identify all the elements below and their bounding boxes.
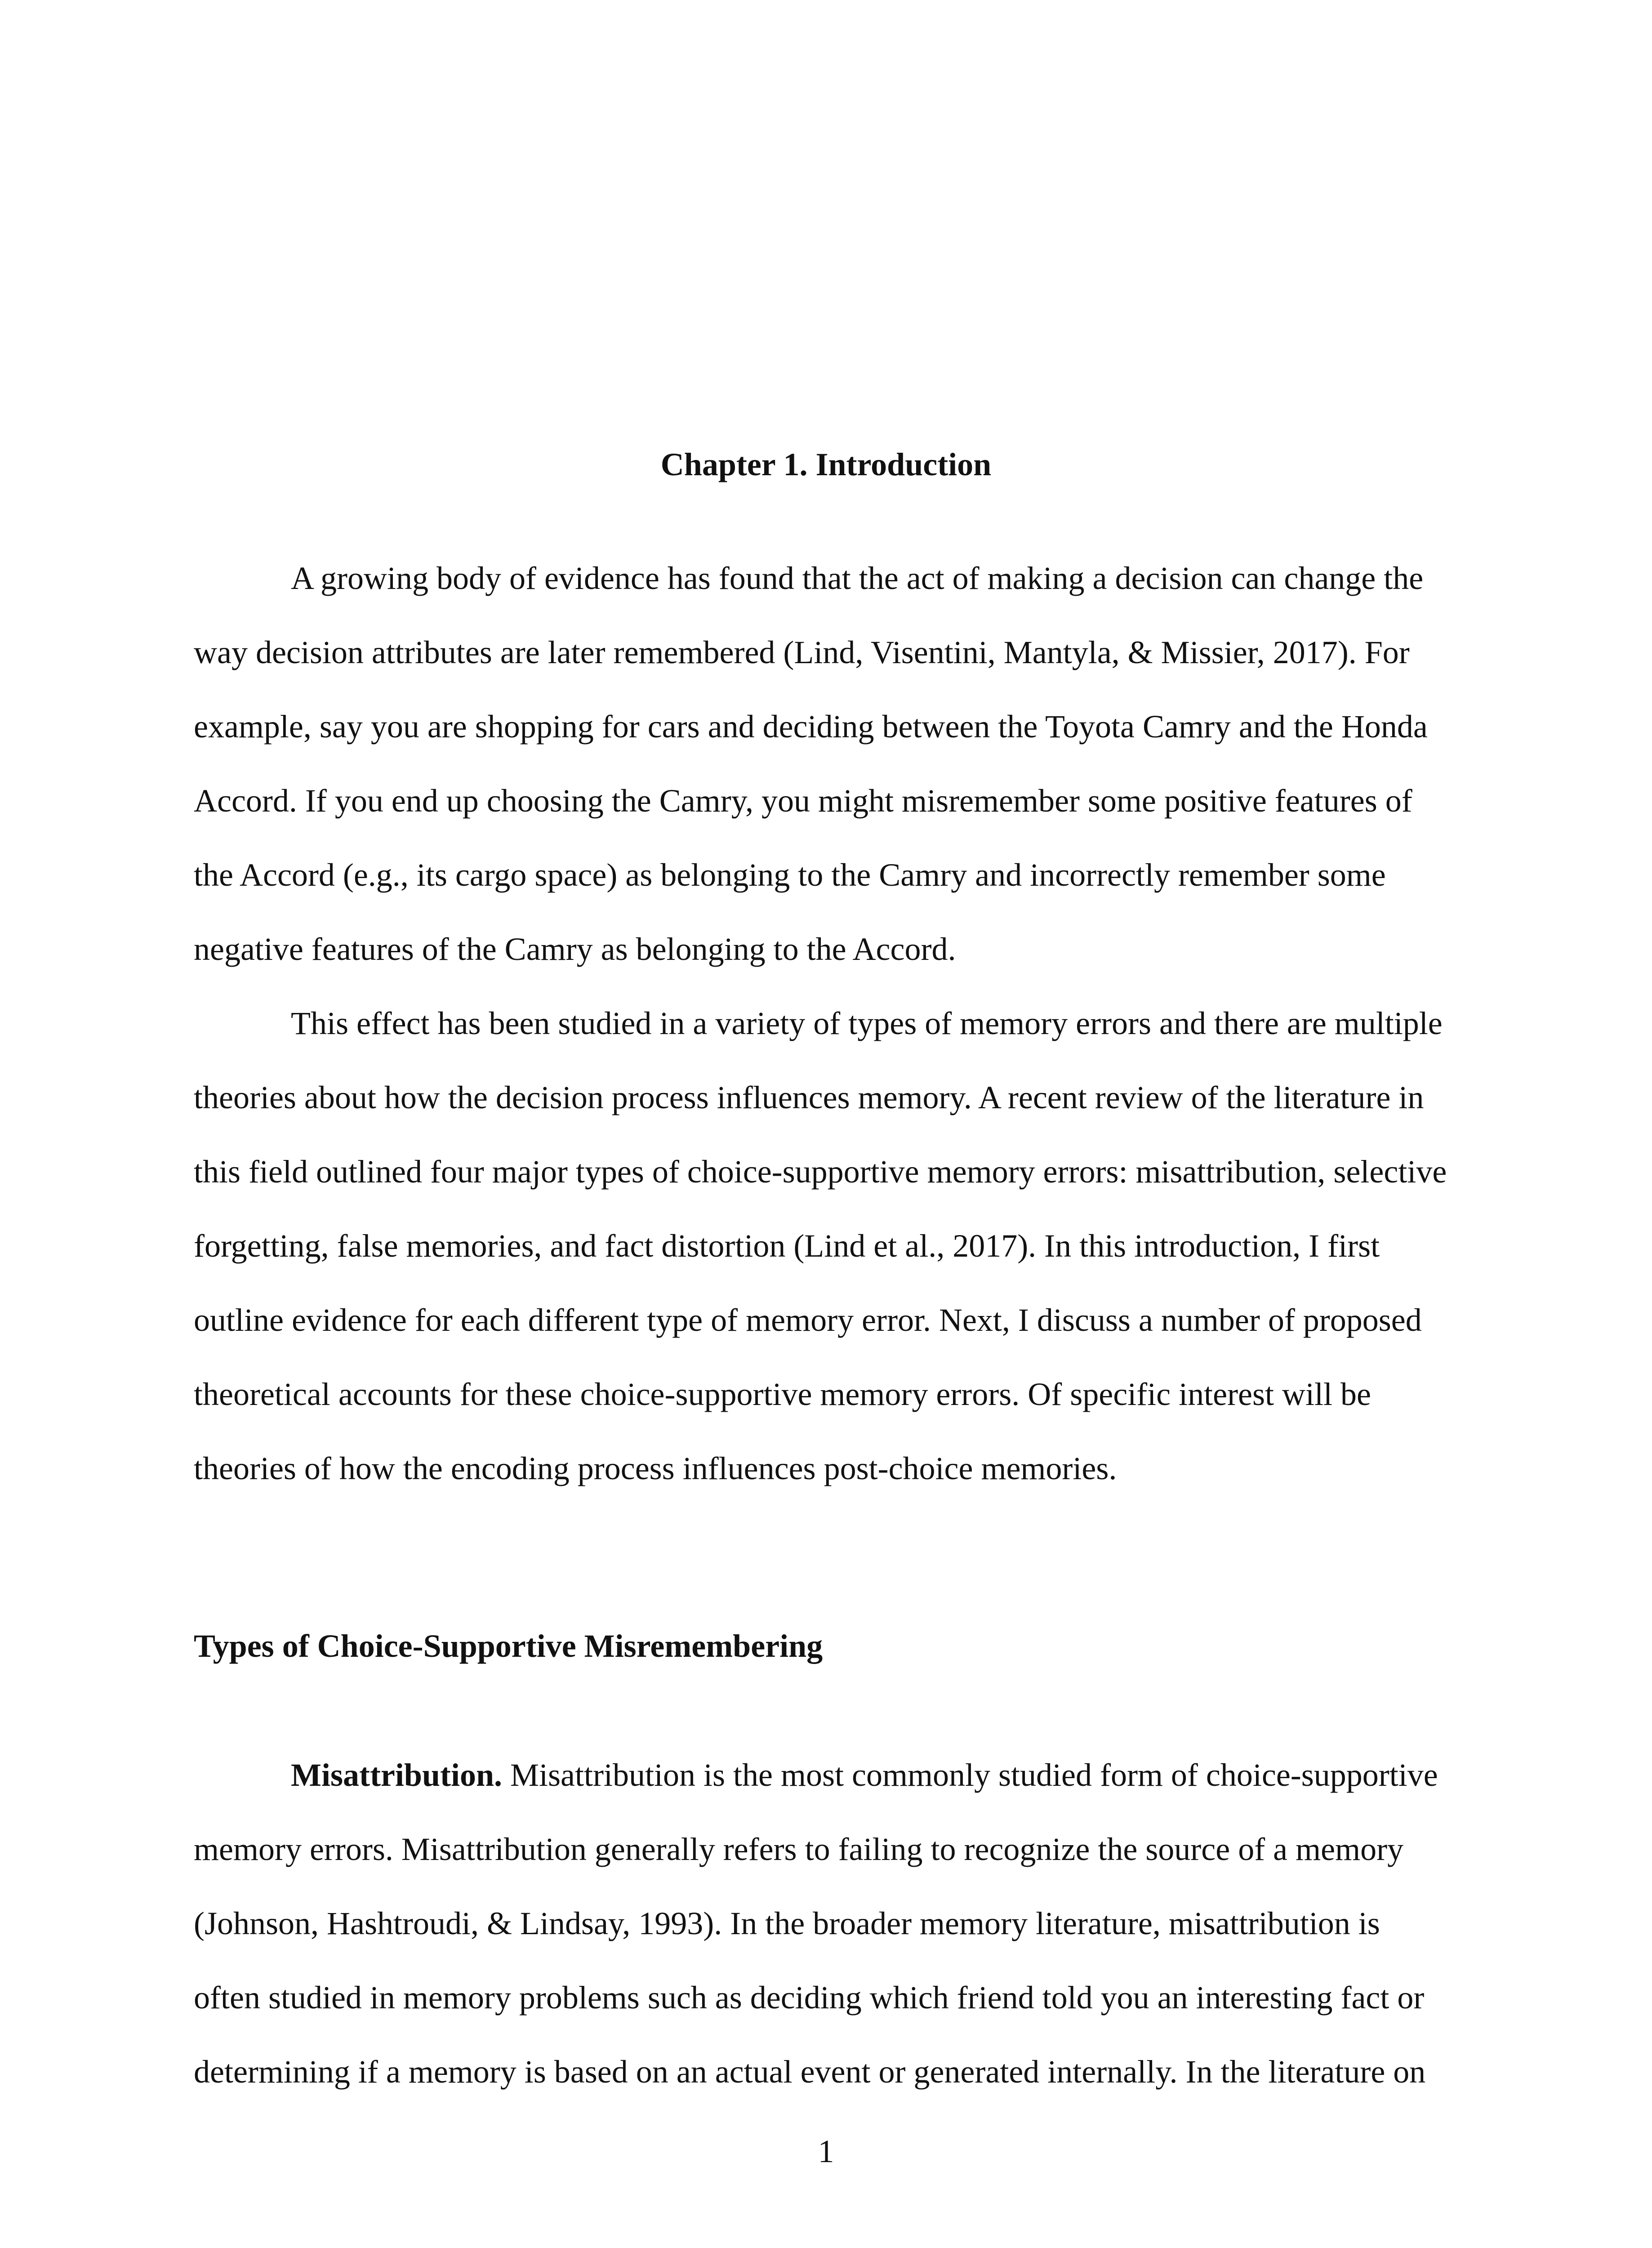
intro-paragraph-2: This effect has been studied in a variety of types of memory errors and there are multiple theories about how the decision process influences memory. A recent review of the literature in this field outlined four major types of choice-supportive memory errors: misattribution, selective forgetting, false memories, and fact distortion (Lind et al., 2017). In this introduction, I first outline evidence for each different type of memory error. Next, I discuss a number of proposed theoretical accounts for these choice-supportive memory errors. Of specific interest will be theories of how the encoding process influences post-choice memories. [194,1005,1447,1486]
page-number: 1 [818,2133,834,2169]
subsection-heading: Misattribution. [291,1757,503,1793]
section-heading: Types of Choice-Supportive Misremembering [194,1628,823,1664]
intro-body [194,541,1448,1506]
chapter-title: Chapter 1. Introduction [660,446,992,482]
intro-paragraph-1: A growing body of evidence has found that the act of making a decision can change the way decision attributes are later remembered (Lind, Visentini, Mantyla, & Missier, 2017). For example, say you are shopping for cars and deciding between the Toyota Camry and the Honda Accord. If you end up choosing the Camry, you might misremember some positive features of the Accord (e.g., its cargo space) as belonging to the Camry and incorrectly remember some negative features of the Camry as belonging to the Accord. [194,560,1428,967]
misattribution-paragraph [194,1738,1448,2109]
misattribution-body [194,1738,1448,2109]
subsection-text: Misattribution is the most commonly studied form of choice-supportive memory errors. Misattribution generally refers to failing to recognize the source of a memory (Johnson, Hashtroudi, & Lindsay, 1993). In the broader memory literature, misattribution is often studied in memory problems such as deciding which friend told you an interesting fact or determining if a memory is based on an actual event or generated internally. In the literature on [194,1757,1438,2090]
